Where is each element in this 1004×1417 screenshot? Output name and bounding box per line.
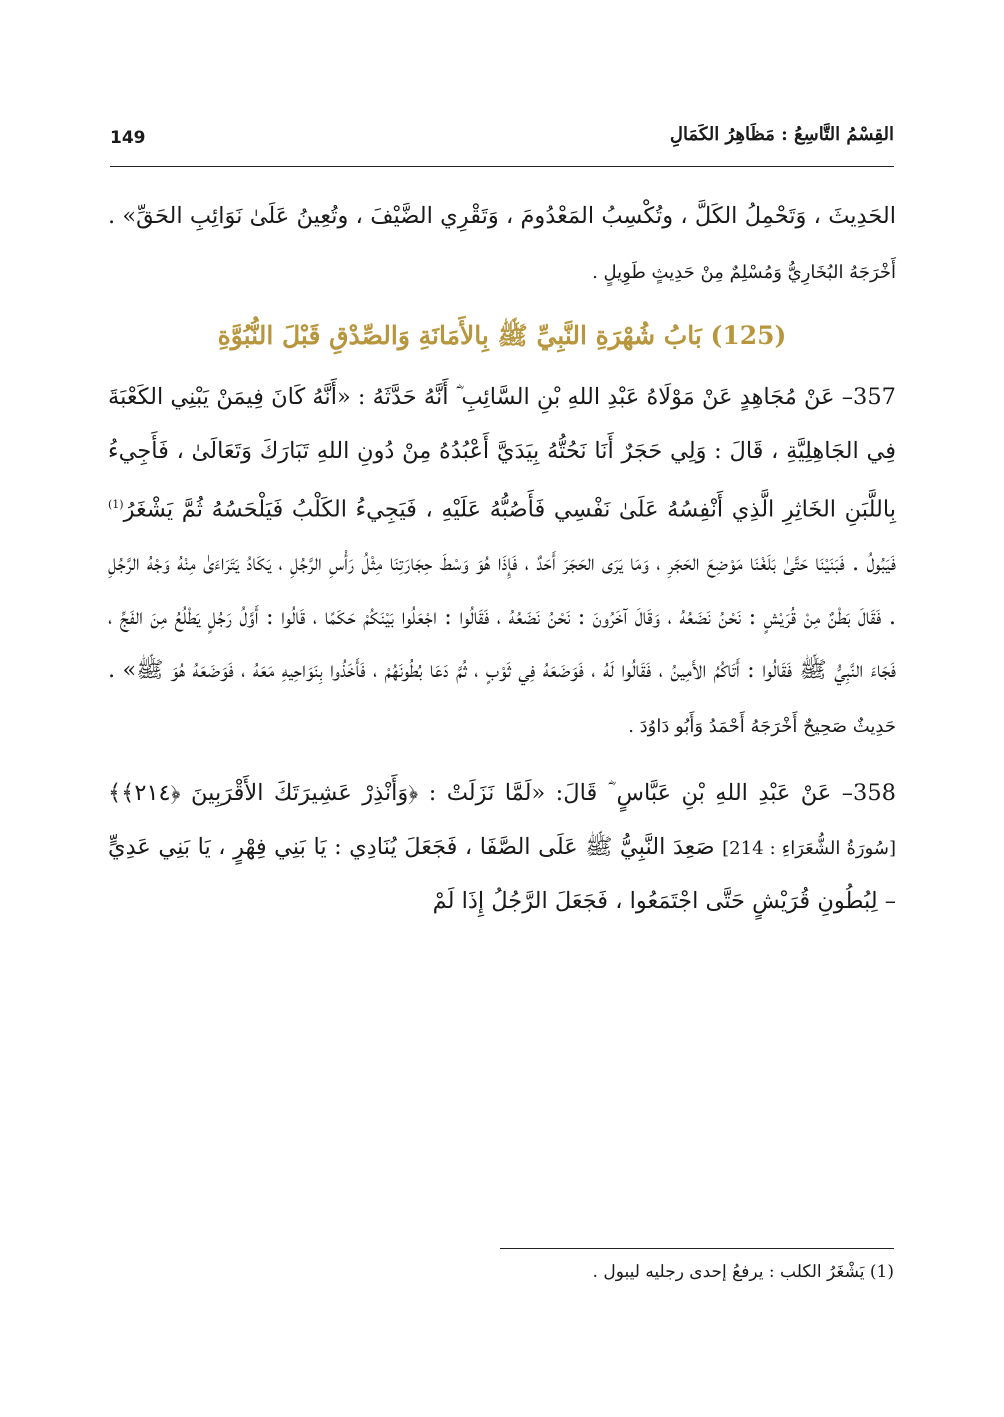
continuation-citation: أَخْرَجَهُ البُخَارِيُّ وَمُسْلِمٌ مِنْ حَدِيثٍ طَوِيلٍ . [592, 261, 896, 283]
hadith-357-citation: حَدِيثٌ صَحِيحٌ أَخْرَجَهُ أَحْمَدُ وَأَبُو دَاوُدَ . [628, 715, 896, 737]
hadith-357-text-1: 357– عَنْ مُجَاهِدٍ عَنْ مَوْلَاهُ عَبْدِ اللهِ بْنِ السَّائِبِ ؓ أَنَّهُ حَدَّثَهُ : «أَنَّهُ كَانَ فِيمَنْ يَبْنِي الكَعْبَةَ فِي الجَاهِلِيَّةِ ، قَالَ : وَلِي حَجَرٌ أَنَا نَحُتُّهُ بِيَدَيَّ أَعْبُدُهُ مِنْ دُونِ اللهِ تَبَارَكَ وَتَعَالَىٰ ، فَأَجِيءُ بِاللَّبَنِ الخَاثِرِ الَّذِي أَنْفِسُهُ عَلَىٰ نَفْسِي فَأَصُبُّهُ عَلَيْهِ ، فَيَجِيءُ الكَلْبُ فَيَلْحَسُهُ ثُمَّ يَشْغَرُ [108, 384, 896, 523]
footnote-marker[interactable]: (1) [108, 498, 124, 511]
continuation-text: الحَدِيثَ ، وَتَحْمِلُ الكَلَّ ، وتُكْسِبُ المَعْدُومَ ، وَتَقْرِي الضَّيْفَ ، وتُعِينُ عَلَىٰ نَوَائِبِ الحَقِّ» . [108, 203, 896, 229]
continuation-paragraph [108, 190, 896, 299]
hadith-358-text-2: صَعِدَ النَّبِيُّ ﷺ عَلَى الصَّفَا ، فَجَعَلَ يُنَادِي : يَا بَنِي فِهْرٍ ، يَا بَنِي عَدِيٍّ – لِبُطُونِ قُرَيْشٍ حَتَّى اجْتَمَعُوا ، فَجَعَلَ الرَّجُلُ إِذَا لَمْ [108, 833, 896, 914]
hadith-357 [108, 371, 896, 753]
header-divider [110, 166, 894, 167]
footnote-1: (1) يَشْغَرُ الكلب : يرفعُ إحدى رجليه ليبول . [592, 1262, 894, 1282]
hadith-357-text-2: فَيَبُولُ . فَبَنَيْنَا حَتَّىٰ بَلَغْنَا مَوْضِعَ الحَجَرِ ، وَمَا يَرَى الحَجَرَ أَحَدٌ ، فَإِذَا هُوَ وَسْطَ حِجَارَتِنَا مِثْلُ رَأْسِ الرَّجُلِ ، يَكَادُ يَتَرَاءَىٰ مِنْهُ وَجْهُ الرَّجُلِ . فَقَالَ بَطْنٌ مِنْ قُرَيْشٍ : نَحْنُ نَضَعُهُ ، وَقَالَ آخَرُونَ : نَحْنُ نَضَعُهُ ، فَقَالُوا : اجْعَلُوا بَيْنَكُمْ حَكَمًا ، قَالُوا : أَوَّلُ رَجُلٍ يَطْلُعُ مِنَ الفَجِّ ، فَجَاءَ النَّبِيُّ ﷺ فَقَالُوا : أَتَاكُمُ الأَمِينُ ، فَقَالُوا لَهُ ، فَوَضَعَهُ فِي ثَوْبٍ ، ثُمَّ دَعَا بُطُونَهُمْ ، فَأَخَذُوا بِنَوَاحِيهِ مَعَهُ ، فَوَضَعَهُ هُوَ ﷺ» . [108, 550, 897, 683]
verse-reference: [سُورَةُ الشُّعَرَاءِ : 214] [722, 837, 896, 859]
chapter-heading: (125) بَابُ شُهْرَةِ النَّبِيِّ ﷺ بِالأَمَانَةِ وَالصِّدْقِ قَبْلَ النُّبُوَّةِ [217, 321, 787, 350]
running-title: القِسْمُ التَّاسِعُ : مَظَاهِرُ الكَمَالِ [669, 124, 894, 145]
page-body [108, 190, 896, 929]
page-number: 149 [110, 128, 146, 148]
hadith-358-text-1: 358– عَنْ عَبْدِ اللهِ بْنِ عَبَّاسٍ ؓ قَالَ: «لَمَّا نَزَلَتْ : ﴿وَأَنْذِرْ عَشِيرَتَكَ الأَقْرَبِينَ ﴿٢١٤﴾﴾ [108, 780, 896, 806]
footnote-divider [500, 1248, 894, 1249]
hadith-358 [108, 767, 896, 929]
